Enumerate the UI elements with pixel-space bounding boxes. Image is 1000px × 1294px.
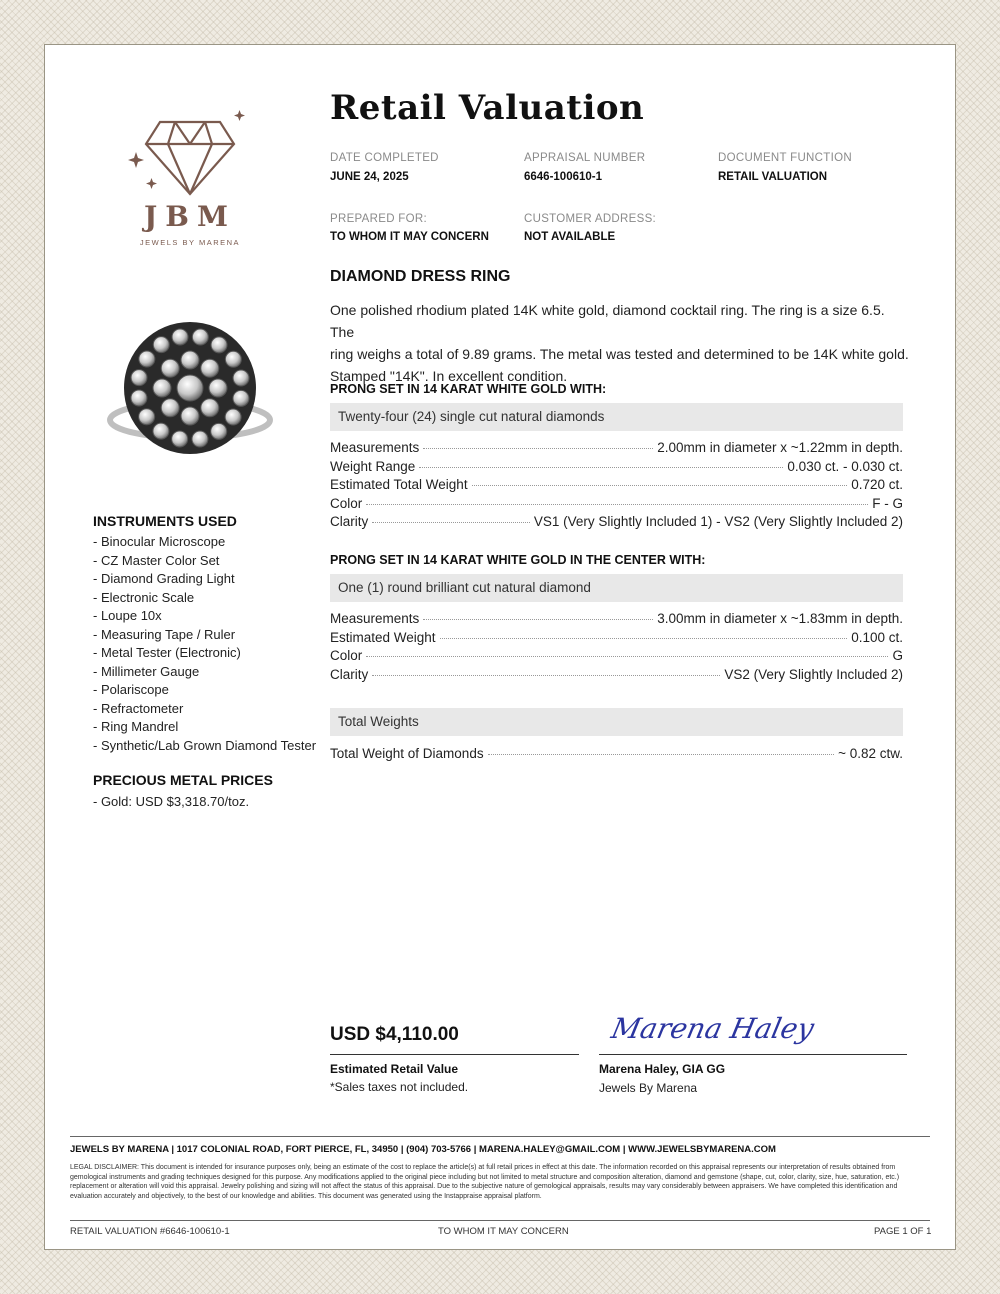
spec-row <box>330 477 903 496</box>
list-item: - Electronic Scale <box>93 589 195 605</box>
customer-address-value: NOT AVAILABLE <box>524 231 616 243</box>
footer-divider <box>70 1136 930 1137</box>
diamond-logo-icon <box>120 108 260 208</box>
diamond-gem <box>211 337 227 353</box>
legal-disclaimer: LEGAL DISCLAIMER: This document is intended for insurance purposes only, being an estimate of the cost to replace the article(s) at full retail prices in effect at this date. The information recorded on this appraisal represents our interpretation of results obtained from gemological instruments and grading techniques designed for this purpose. Any modifications applied to the original piece including but not limited to metal structure and composition alteration, diamond and gemstone (shape, cut, color, clarity, size, hue, saturation, etc.) replacement or alteration will void this appraisal. Jewelry polishing and sizing will not affect the status of this appraisal. Due to the subjective nature of gemological appraisals, results may vary considerably between appraisers. We have completed this identification and evaluation accurately and objectively, to the best of our knowledge and abilities. This document was generated using the Instappraise appraisal platform. <box>70 1164 900 1200</box>
spec-key: Estimated Total Weight <box>330 477 468 492</box>
signer-company: Jewels By Marena <box>599 1081 698 1095</box>
list-item: - Synthetic/Lab Grown Diamond Tester <box>93 737 317 753</box>
diamond-gem <box>177 375 203 401</box>
spec-key: Color <box>330 648 363 663</box>
spec-row <box>330 648 903 667</box>
list-item: - Loupe 10x <box>93 608 162 623</box>
section-bar: One (1) round brilliant cut natural diamond <box>330 574 903 602</box>
diamond-gem <box>153 423 169 439</box>
spec-row <box>330 514 903 533</box>
spec-value: 2.00mm in diameter x ~1.22mm in depth. <box>657 440 903 455</box>
valuation-line <box>330 1054 579 1055</box>
list-item: - CZ Master Color Set <box>93 552 220 568</box>
diamond-gem <box>161 359 179 377</box>
valuation-amount: USD $4,110.00 <box>330 1024 459 1045</box>
valuation-note: *Sales taxes not included. <box>330 1080 469 1094</box>
spec-table <box>330 440 903 533</box>
spec-value: 0.720 ct. <box>851 477 903 492</box>
spec-key: Measurements <box>330 440 420 455</box>
ring-image <box>100 300 280 480</box>
description-line: ring weighs a total of 9.89 grams. The metal was tested and determined to be 14K white gold. <box>330 346 909 362</box>
diamond-gem <box>172 431 188 447</box>
diamond-gem <box>225 409 241 425</box>
diamond-gem <box>192 329 208 345</box>
spec-row <box>330 630 903 649</box>
spec-key: Clarity <box>330 514 369 529</box>
diamond-gem <box>172 329 188 345</box>
section-bar: Twenty-four (24) single cut natural diamonds <box>330 403 903 431</box>
diamond-gem <box>131 390 147 406</box>
diamond-gem <box>139 409 155 425</box>
logo-tagline: JEWELS BY MARENA <box>139 238 241 247</box>
spec-key: Weight Range <box>330 458 416 474</box>
spec-row <box>330 667 903 686</box>
spec-value: VS2 (Very Slightly Included 2) <box>724 666 903 682</box>
date-value: JUNE 24, 2025 <box>330 171 409 183</box>
diamond-gem <box>161 399 179 417</box>
section-heading: PRONG SET IN 14 KARAT WHITE GOLD WITH: <box>330 382 607 396</box>
totals-bar: Total Weights <box>330 708 903 736</box>
total-row <box>330 746 903 765</box>
metal-prices-list <box>93 793 249 812</box>
diamond-gem <box>233 390 249 406</box>
diamond-gem <box>233 370 249 386</box>
spec-value: 0.100 ct. <box>851 629 903 645</box>
diamond-gem <box>181 407 199 425</box>
description-line: One polished rhodium plated 14K white gold, diamond cocktail ring. The ring is a size 6.5. The <box>330 302 885 340</box>
spec-table <box>330 611 903 685</box>
signature-line <box>599 1054 907 1055</box>
diamond-gem <box>209 379 227 397</box>
spec-value: F - G <box>872 495 903 511</box>
spec-key: Measurements <box>330 611 420 626</box>
diamond-gem <box>153 379 171 397</box>
valuation-label: Estimated Retail Value <box>330 1062 459 1076</box>
spec-value: VS1 (Very Slightly Included 1) - VS2 (Very Slightly Included 2) <box>533 514 903 529</box>
diamond-gem <box>211 423 227 439</box>
diamond-gem <box>201 359 219 377</box>
spec-key: Clarity <box>330 666 369 682</box>
prepared-for-label: PREPARED FOR: <box>330 213 427 225</box>
spec-row <box>330 459 903 478</box>
spec-row <box>330 440 903 459</box>
diamond-gem <box>139 351 155 367</box>
spec-key: Estimated Weight <box>330 629 436 645</box>
list-item: - Millimeter Gauge <box>93 663 200 679</box>
instruments-heading: INSTRUMENTS USED <box>93 513 237 529</box>
list-item: - Binocular Microscope <box>93 534 226 549</box>
list-item: - Polariscope <box>93 682 169 697</box>
spec-value: 3.00mm in diameter x ~1.83mm in depth. <box>657 611 903 626</box>
list-item: - Diamond Grading Light <box>93 571 235 586</box>
metal-prices-heading: PRECIOUS METAL PRICES <box>93 772 273 788</box>
appraisal-number-label: APPRAISAL NUMBER <box>524 152 646 164</box>
list-item: - Refractometer <box>93 700 184 716</box>
totals-table <box>330 746 903 765</box>
footer-left: RETAIL VALUATION #6646-100610-1 <box>70 1226 230 1237</box>
spec-value: G <box>892 648 903 663</box>
date-label: DATE COMPLETED <box>330 152 439 164</box>
footer-contact: JEWELS BY MARENA | 1017 COLONIAL ROAD, FORT PIERCE, FL, 34950 | (904) 703-5766 | MARENA.HALEY@GMAIL.COM | WWW.JEWELSBYMARENA.COM <box>70 1144 776 1155</box>
diamond-gem <box>225 351 241 367</box>
footer-center: TO WHOM IT MAY CONCERN <box>438 1226 569 1237</box>
customer-address-label: CUSTOMER ADDRESS: <box>524 213 657 225</box>
signer-name: Marena Haley, GIA GG <box>599 1062 726 1076</box>
total-value: ~ 0.82 ctw. <box>838 746 903 761</box>
total-key: Total Weight of Diamonds <box>330 746 484 761</box>
prepared-for-value: TO WHOM IT MAY CONCERN <box>330 231 489 243</box>
footer-right: PAGE 1 OF 1 <box>874 1226 932 1237</box>
jbm-logo <box>120 108 260 248</box>
signature-script: Marena Haley <box>608 1012 817 1045</box>
document-function-label: DOCUMENT FUNCTION <box>718 152 852 164</box>
appraisal-number-value: 6646-100610-1 <box>524 171 603 183</box>
spec-row <box>330 611 903 630</box>
logo-letters: JBM <box>144 200 236 233</box>
diamond-gem <box>131 370 147 386</box>
item-description <box>330 299 910 387</box>
ring-photo-icon <box>100 300 280 480</box>
diamond-gem <box>181 351 199 369</box>
item-heading: DIAMOND DRESS RING <box>330 268 511 285</box>
list-item: - Ring Mandrel <box>93 719 179 734</box>
page-title: Retail Valuation <box>330 88 645 128</box>
document-function-value: RETAIL VALUATION <box>718 171 828 183</box>
footer-bottom-divider <box>70 1220 930 1221</box>
list-item: - Metal Tester (Electronic) <box>93 645 241 660</box>
description-line: Stamped "14K". In excellent condition. <box>330 368 568 384</box>
diamond-gem <box>153 337 169 353</box>
section-heading: PRONG SET IN 14 KARAT WHITE GOLD IN THE CENTER WITH: <box>330 553 706 567</box>
list-item: - Gold: USD $3,318.70/toz. <box>93 794 250 809</box>
spec-key: Color <box>330 495 363 511</box>
diamond-gem <box>201 399 219 417</box>
spec-value: 0.030 ct. - 0.030 ct. <box>787 458 903 474</box>
spec-row <box>330 496 903 515</box>
list-item: - Measuring Tape / Ruler <box>93 626 236 642</box>
diamond-gem <box>192 431 208 447</box>
instruments-list <box>93 533 323 755</box>
